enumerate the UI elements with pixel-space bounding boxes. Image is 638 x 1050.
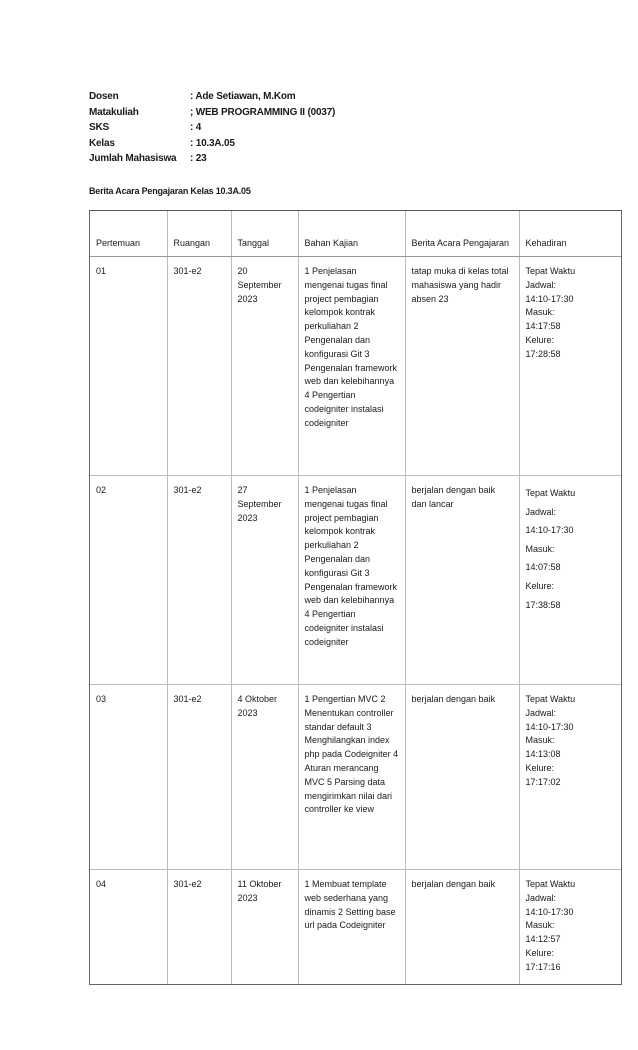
header-kehadiran: Kehadiran bbox=[519, 211, 621, 257]
cell-ruangan: 301-e2 bbox=[167, 476, 231, 685]
kehadiran-keluar-label: Kelure: bbox=[525, 580, 555, 591]
info-value: : Ade Setiawan, M.Kom bbox=[190, 91, 296, 102]
cell-ruangan: 301-e2 bbox=[167, 685, 231, 870]
kehadiran-jadwal-value: 14:10-17:30 bbox=[525, 721, 574, 732]
cell-berita-acara: berjalan dengan baik bbox=[405, 870, 519, 984]
info-label: Kelas bbox=[89, 137, 115, 149]
info-row-matakuliah bbox=[89, 105, 335, 121]
kehadiran-jadwal-label: Jadwal: bbox=[525, 506, 557, 517]
kehadiran-status: Tepat Waktu bbox=[525, 488, 576, 498]
cell-pertemuan: 03 bbox=[96, 694, 107, 704]
kehadiran-keluar-value: 17:28:58 bbox=[525, 348, 561, 359]
attendance-table bbox=[90, 210, 621, 984]
kehadiran-jadwal-label: Jadwal: bbox=[525, 892, 557, 903]
cell-pertemuan: 02 bbox=[96, 485, 107, 495]
kehadiran-keluar-value: 17:17:16 bbox=[525, 961, 561, 972]
info-label: Matakuliah bbox=[89, 106, 139, 118]
kehadiran-keluar-value: 17:38:58 bbox=[525, 599, 561, 610]
table-header-row bbox=[90, 211, 621, 257]
cell-bahan-kajian: 1 Pengertian MVC 2 Menentukan controller standar default 3 Menghilangkan index php pada Codeigniter 4 Aturan merancang MVC 5 Parsing data mengirimkan nilai dari controller ke view bbox=[298, 685, 405, 870]
kehadiran-masuk-label: Masuk: bbox=[525, 543, 555, 554]
info-row-dosen bbox=[89, 89, 335, 105]
info-label: SKS bbox=[89, 122, 109, 133]
header-bahan-kajian: Bahan Kajian bbox=[298, 211, 405, 257]
kehadiran-jadwal-value: 14:10-17:30 bbox=[525, 525, 574, 536]
kehadiran-jadwal-value: 14:10-17:30 bbox=[525, 906, 574, 917]
course-info bbox=[89, 89, 335, 167]
cell-bahan-kajian: 1 Penjelasan mengenai tugas final project pembagian kelompok kontrak perkuliahan 2 Pengenalan dan konfigurasi Git 3 Pengenalan framework web dan kelebihannya 4 Pengertian codeigniter instalasi codeigniter bbox=[298, 476, 405, 685]
info-label: Dosen bbox=[89, 91, 119, 102]
kehadiran-masuk-label: Masuk: bbox=[525, 920, 555, 931]
info-value: : 23 bbox=[190, 153, 207, 164]
cell-berita-acara: berjalan dengan baik dan lancar bbox=[405, 476, 519, 685]
kehadiran-jadwal-value: 14:10-17:30 bbox=[525, 293, 574, 304]
cell-kehadiran bbox=[519, 870, 621, 984]
kehadiran-masuk-value: 14:07:58 bbox=[525, 562, 561, 573]
kehadiran-keluar-label: Kelure: bbox=[525, 334, 555, 345]
cell-ruangan: 301-e2 bbox=[167, 870, 231, 984]
header-ruangan: Ruangan bbox=[167, 211, 231, 257]
table-row bbox=[90, 476, 621, 685]
cell-berita-acara: tatap muka di kelas total mahasiswa yang hadir absen 23 bbox=[405, 257, 519, 476]
info-row-jumlah-mahasiswa bbox=[89, 151, 335, 167]
kehadiran-status: Tepat Waktu bbox=[525, 694, 576, 704]
cell-ruangan: 301-e2 bbox=[167, 257, 231, 476]
info-row-kelas bbox=[89, 136, 335, 152]
header-pertemuan: Pertemuan bbox=[90, 211, 167, 257]
kehadiran-masuk-label: Masuk: bbox=[525, 307, 555, 318]
table-row bbox=[90, 257, 621, 476]
cell-bahan-kajian: 1 Penjelasan mengenai tugas final project pembagian kelompok kontrak perkuliahan 2 Pengenalan dan konfigurasi Git 3 Pengenalan framework web dan kelebihannya 4 Pengertian codeigniter instalasi codeigniter bbox=[298, 257, 405, 476]
kehadiran-jadwal-label: Jadwal: bbox=[525, 279, 557, 290]
cell-kehadiran bbox=[519, 685, 621, 870]
cell-tanggal: 27 September 2023 bbox=[231, 476, 298, 685]
header-berita-acara: Berita Acara Pengajaran bbox=[405, 211, 519, 257]
cell-tanggal: 11 Oktober 2023 bbox=[231, 870, 298, 984]
cell-kehadiran bbox=[519, 257, 621, 476]
kehadiran-masuk-value: 14:12:57 bbox=[525, 934, 561, 945]
cell-kehadiran bbox=[519, 476, 621, 685]
attendance-table-container bbox=[89, 210, 622, 985]
cell-tanggal: 4 Oktober 2023 bbox=[231, 685, 298, 870]
table-caption: Berita Acara Pengajaran Kelas 10.3A.05 bbox=[89, 186, 251, 196]
table-row bbox=[90, 870, 621, 984]
info-value: : 10.3A.05 bbox=[190, 137, 235, 149]
cell-berita-acara: berjalan dengan baik bbox=[405, 685, 519, 870]
kehadiran-keluar-label: Kelure: bbox=[525, 947, 555, 958]
info-value: : 4 bbox=[190, 122, 202, 133]
cell-bahan-kajian: 1 Membuat template web sederhana yang dinamis 2 Setting base url pada Codeigniter bbox=[298, 870, 405, 984]
info-label: Jumlah Mahasiswa bbox=[89, 153, 177, 164]
kehadiran-keluar-label: Kelure: bbox=[525, 762, 555, 773]
cell-tanggal: 20 September 2023 bbox=[231, 257, 298, 476]
info-value: ; WEB PROGRAMMING II (0037) bbox=[190, 106, 336, 118]
cell-pertemuan: 01 bbox=[96, 266, 107, 276]
kehadiran-masuk-value: 14:13:08 bbox=[525, 749, 561, 760]
kehadiran-status: Tepat Waktu bbox=[525, 879, 576, 889]
table-row bbox=[90, 685, 621, 870]
kehadiran-status: Tepat Waktu bbox=[525, 266, 576, 276]
header-tanggal: Tanggal bbox=[231, 211, 298, 257]
cell-pertemuan: 04 bbox=[96, 879, 107, 889]
kehadiran-jadwal-label: Jadwal: bbox=[525, 707, 557, 718]
info-row-sks bbox=[89, 120, 335, 136]
kehadiran-masuk-label: Masuk: bbox=[525, 735, 555, 746]
kehadiran-masuk-value: 14:17:58 bbox=[525, 321, 561, 332]
kehadiran-keluar-value: 17:17:02 bbox=[525, 776, 561, 787]
